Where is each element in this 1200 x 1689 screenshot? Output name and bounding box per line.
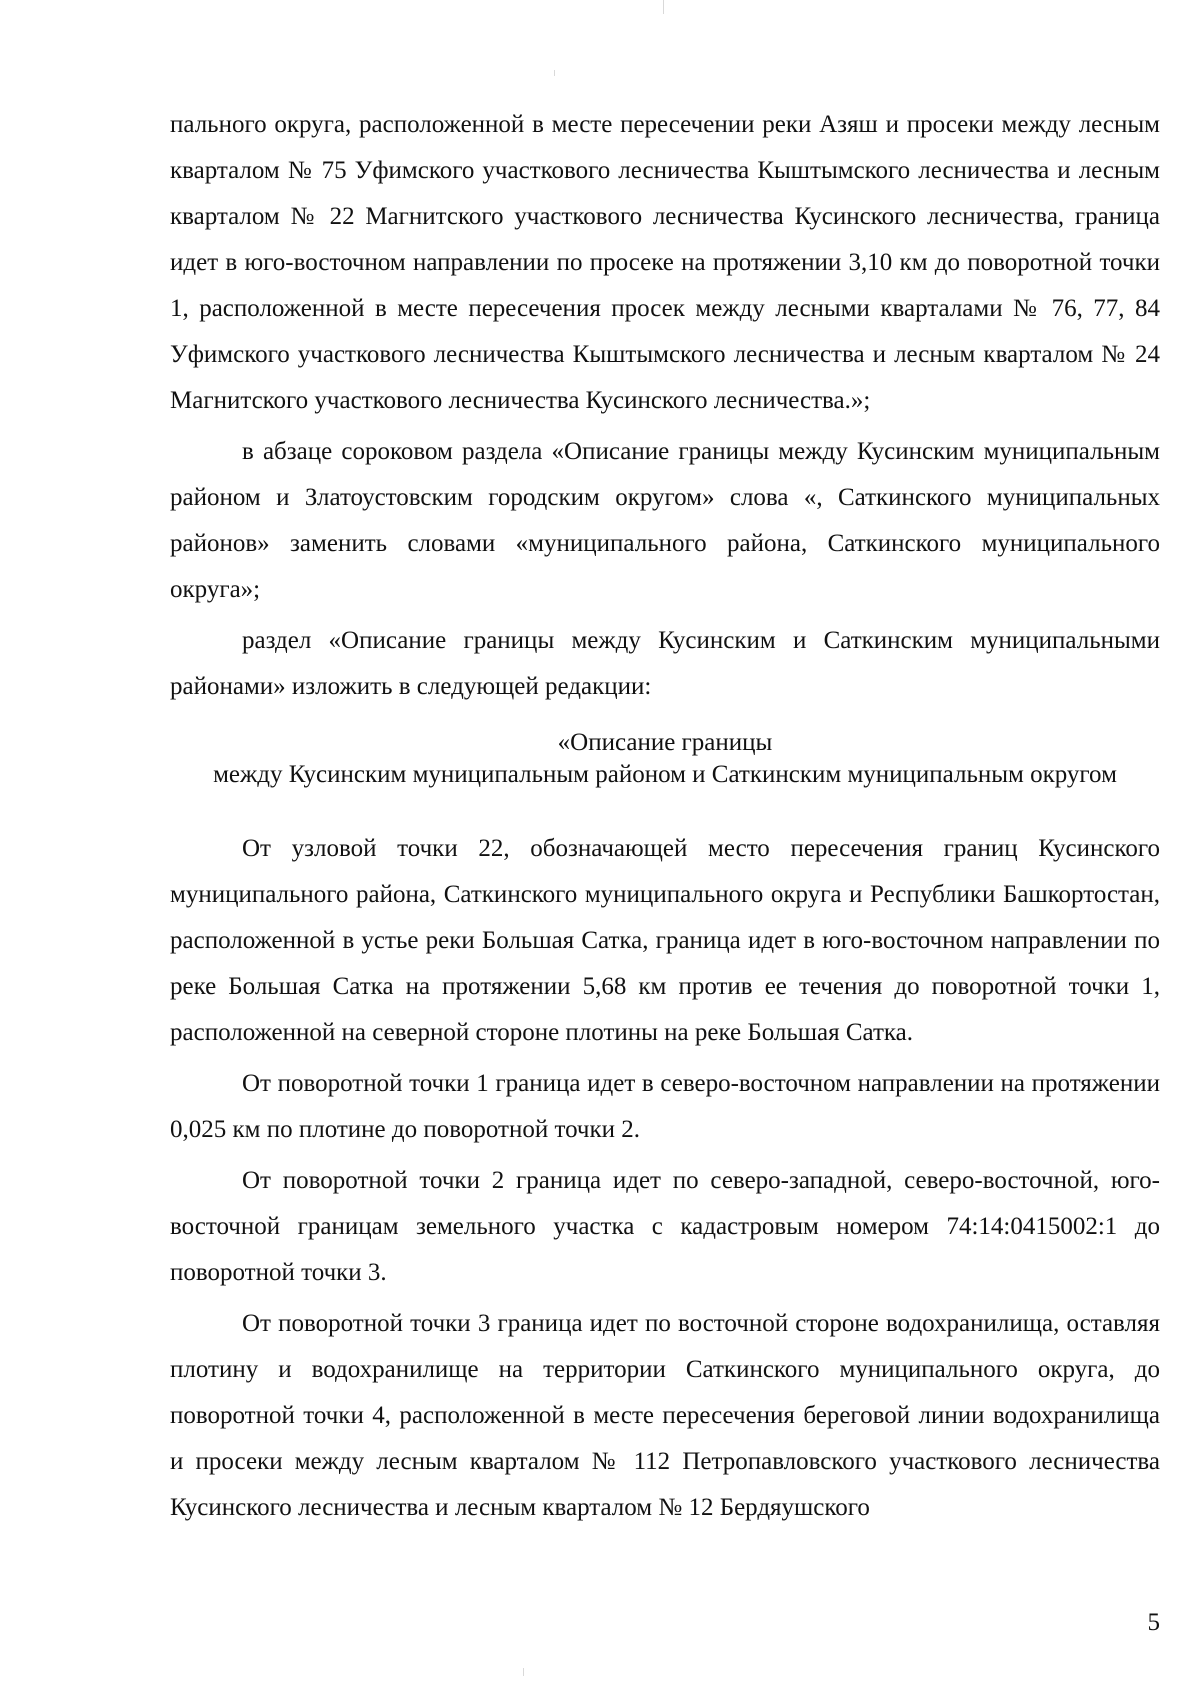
paragraph-2: в абзаце сороковом раздела «Описание границы между Кусинским муниципальным районом и Златоустовским городским округом» слова «, Саткинского муниципальных районов» заменить словами «муниципального района, Саткинского муниципального округа»; bbox=[170, 438, 1160, 603]
paragraph-5: От поворотной точки 1 граница идет в северо-восточном направлении на протяжении 0,025 км по плотине до поворотной точки 2. bbox=[170, 1070, 1160, 1143]
paragraph-4: От узловой точки 22, обозначающей место пересечения границ Кусинского муниципального района, Саткинского муниципального округа и Республики Башкортостан, расположенной в устье реки Большая Сатка, граница идет в юго-восточном направлении по реке Большая Сатка на протяжении 5,68 км против ее течения до поворотной точки 1, расположенной на северной стороне плотины на реке Большая Сатка. bbox=[170, 835, 1160, 1046]
paragraph-3: раздел «Описание границы между Кусинским и Саткинским муниципальными районами» изложить в следующей редакции: bbox=[170, 627, 1160, 700]
section-title-line-1: «Описание границы bbox=[557, 729, 773, 756]
section-title-line-2: между Кусинским муниципальным районом и Саткинским муниципальным округом bbox=[213, 761, 1117, 788]
page-number: 5 bbox=[1147, 1609, 1160, 1636]
section-title bbox=[170, 727, 1160, 791]
paragraph-1: пального округа, расположенной в месте пересечении реки Азяш и просеки между лесным кварталом № 75 Уфимского участкового лесничества Кыштымского лесничества и лесным кварталом № 22 Магнитского участкового лесничества Кусинского лесничества, граница идет в юго-восточном направлении по просеке на протяжении 3,10 км до поворотной точки 1, расположенной в месте пересечения просек между лесными кварталами № 76, 77, 84 Уфимского участкового лесничества Кыштымского лесничества и лесным кварталом № 24 Магнитского участкового лесничества Кусинского лесничества.»; bbox=[170, 111, 1160, 414]
scan-artifact-top bbox=[663, 0, 664, 14]
scan-artifact-bottom bbox=[523, 1668, 524, 1676]
paragraph-7: От поворотной точки 3 граница идет по восточной стороне водохранилища, оставляя плотину и водохранилище на территории Саткинского муниципального округа, до поворотной точки 4, расположенной в месте пересечения береговой линии водохранилища и просеки между лесным кварталом № 112 Петропавловского участкового лесничества Кусинского лесничества и лесным кварталом № 12 Бердяушского bbox=[170, 1310, 1160, 1521]
scan-artifact-mid bbox=[554, 70, 555, 76]
paragraph-6: От поворотной точки 2 граница идет по северо-западной, северо-восточной, юго-восточной границам земельного участка с кадастровым номером 74:14:0415002:1 до поворотной точки 3. bbox=[170, 1167, 1160, 1286]
document-page bbox=[170, 102, 1160, 1536]
